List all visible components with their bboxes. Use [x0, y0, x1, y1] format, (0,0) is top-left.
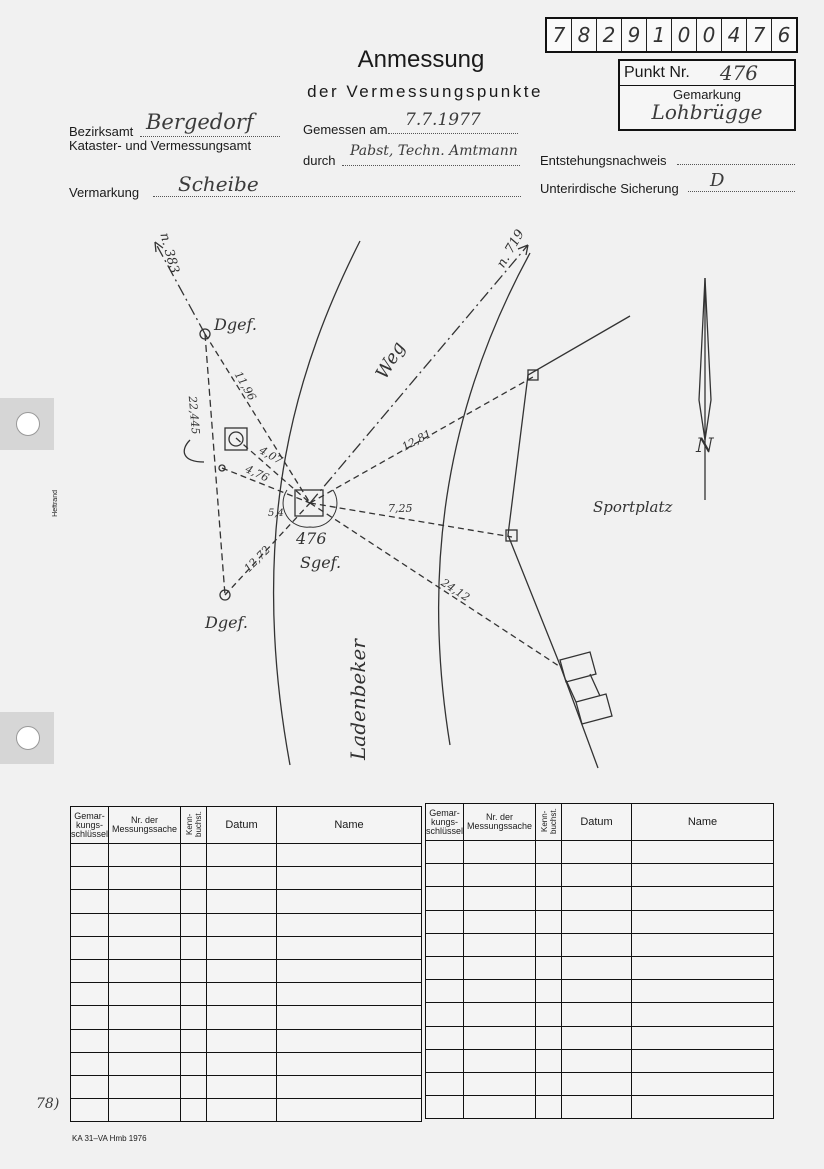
table-cell	[464, 1072, 536, 1095]
table-cell	[71, 1052, 109, 1075]
table-cell	[207, 1099, 277, 1122]
id-digit: 4	[722, 19, 747, 51]
table-cell	[536, 841, 562, 864]
table-cell	[109, 936, 181, 959]
table-row	[426, 1072, 774, 1095]
table-cell	[562, 1072, 632, 1095]
ref-719-text: n. 719	[494, 227, 528, 271]
road-edge-right	[439, 253, 530, 745]
kataster-label: Kataster- und Vermessungsamt	[69, 138, 252, 153]
entstehung-label: Entstehungsnachweis	[540, 153, 667, 168]
id-digit: 1	[647, 19, 672, 51]
table-cell	[632, 1003, 774, 1026]
distance-label: 7,25	[388, 502, 413, 515]
table-cell	[464, 1096, 536, 1119]
table-cell	[71, 890, 109, 913]
table-cell	[464, 910, 536, 933]
table-cell	[562, 841, 632, 864]
table-cell	[207, 1052, 277, 1075]
page-subtitle: der Vermessungspunkte	[307, 82, 543, 101]
table-cell	[632, 1026, 774, 1049]
table-cell	[632, 887, 774, 910]
table-row	[426, 910, 774, 933]
distance-label: 12,81	[399, 427, 434, 454]
table-cell	[109, 1029, 181, 1052]
table-cell	[426, 910, 464, 933]
ref-383-text: n. 383	[156, 231, 182, 276]
table-cell	[277, 983, 422, 1006]
table-cell	[426, 1026, 464, 1049]
table-row	[71, 983, 422, 1006]
table-cell	[277, 936, 422, 959]
table-cell	[71, 1029, 109, 1052]
durch-label: durch	[303, 153, 336, 168]
table-cell	[277, 890, 422, 913]
table-cell	[426, 841, 464, 864]
table-cell	[464, 956, 536, 979]
distance-label: 4,76	[243, 462, 271, 485]
col-gemarkung: Gemar-kungs-schlüssel	[426, 804, 464, 841]
distance-label: 22,445	[185, 395, 203, 435]
table-cell	[426, 980, 464, 1003]
gemessen-value: 7.7.1977	[405, 110, 481, 130]
id-digit: 8	[572, 19, 597, 51]
distance-label: 5,4	[268, 508, 284, 519]
table-row	[71, 890, 422, 913]
table-cell	[536, 887, 562, 910]
table-cell	[464, 1049, 536, 1072]
table-cell	[109, 983, 181, 1006]
table-cell	[464, 864, 536, 887]
table-cell	[181, 1075, 207, 1098]
heftrand-label: Heftrand	[52, 490, 59, 517]
table-cell	[71, 1075, 109, 1098]
page-title: Anmessung	[357, 46, 485, 73]
table-cell	[426, 1072, 464, 1095]
table-cell	[536, 1026, 562, 1049]
col-gemarkung: Gemar-kungs-schlüssel	[71, 807, 109, 844]
table-cell	[426, 1049, 464, 1072]
table-cell	[464, 933, 536, 956]
table-cell	[181, 867, 207, 890]
table-cell	[207, 867, 277, 890]
distance-label: 12,72	[241, 543, 273, 575]
table-cell	[426, 1096, 464, 1119]
table-cell	[207, 1029, 277, 1052]
col-datum: Datum	[562, 804, 632, 841]
table-cell	[181, 983, 207, 1006]
id-digit: 2	[597, 19, 622, 51]
table-cell	[562, 1003, 632, 1026]
table-cell	[277, 913, 422, 936]
table-cell	[562, 933, 632, 956]
table-row	[71, 1075, 422, 1098]
north-label: N	[696, 433, 714, 457]
sportplatz-label: Sportplatz	[593, 498, 673, 516]
table-cell	[562, 1049, 632, 1072]
table-row	[71, 844, 422, 867]
table-row	[426, 933, 774, 956]
table-cell	[207, 890, 277, 913]
table-cell	[536, 980, 562, 1003]
table-cell	[426, 933, 464, 956]
table-cell	[109, 844, 181, 867]
table-cell	[277, 1052, 422, 1075]
id-digit: 0	[672, 19, 697, 51]
gemarkung-value: Lohbrügge	[651, 100, 763, 124]
table-cell	[71, 1006, 109, 1029]
point-type-text: Sgef.	[300, 553, 342, 572]
table-row	[426, 980, 774, 1003]
table-cell	[181, 1029, 207, 1052]
table-cell	[536, 864, 562, 887]
table-row	[71, 1029, 422, 1052]
table-cell	[181, 936, 207, 959]
table-cell	[109, 913, 181, 936]
table-row	[426, 1096, 774, 1119]
table-cell	[277, 1075, 422, 1098]
table-cell	[109, 959, 181, 982]
table-cell	[562, 887, 632, 910]
table-cell	[207, 959, 277, 982]
table-cell	[109, 890, 181, 913]
table-cell	[536, 933, 562, 956]
table-cell	[426, 956, 464, 979]
table-row	[71, 913, 422, 936]
gemessen-label: Gemessen am	[303, 122, 388, 137]
distance-label: 11,96	[231, 369, 259, 403]
table-row	[71, 867, 422, 890]
handwritten-number: 78)	[36, 1096, 60, 1112]
table-cell	[71, 913, 109, 936]
col-name: Name	[277, 807, 422, 844]
table-cell	[536, 956, 562, 979]
distance-label: 4,07	[256, 443, 285, 468]
vermarkung-label: Vermarkung	[69, 185, 140, 200]
table-row	[71, 959, 422, 982]
id-digit: 7	[747, 19, 772, 51]
table-cell	[632, 910, 774, 933]
table-cell	[536, 1096, 562, 1119]
table-cell	[464, 980, 536, 1003]
table-cell	[71, 959, 109, 982]
table-cell	[632, 980, 774, 1003]
table-row	[426, 1026, 774, 1049]
table-cell	[181, 844, 207, 867]
id-digit: 7	[547, 19, 572, 51]
col-name: Name	[632, 804, 774, 841]
table-cell	[277, 1006, 422, 1029]
table-cell	[109, 1006, 181, 1029]
id-digit: 0	[697, 19, 722, 51]
table-cell	[71, 936, 109, 959]
sicherung-value: D	[710, 170, 725, 191]
mast-marker	[225, 428, 247, 450]
table-row	[426, 1003, 774, 1026]
distance-label: 24,12	[438, 576, 473, 605]
table-cell	[464, 1026, 536, 1049]
table-cell	[71, 867, 109, 890]
table-cell	[536, 1003, 562, 1026]
table-row	[426, 864, 774, 887]
table-cell	[426, 864, 464, 887]
table-cell	[181, 1052, 207, 1075]
col-kennbuchst: Kenn-buchst.	[539, 808, 558, 834]
bezirksamt-value: Bergedorf	[146, 110, 254, 134]
table-cell	[207, 913, 277, 936]
table-cell	[181, 959, 207, 982]
table-cell	[71, 1099, 109, 1122]
punkt-value: 476	[719, 61, 758, 85]
table-cell	[632, 1096, 774, 1119]
bezirksamt-label: Bezirksamt	[69, 124, 134, 139]
table-cell	[632, 1049, 774, 1072]
table-row	[426, 887, 774, 910]
table-row	[71, 936, 422, 959]
street-label: Ladenbeker	[346, 639, 370, 760]
weg-label: Weg	[371, 338, 410, 383]
vermarkung-value: Scheibe	[178, 172, 259, 196]
table-cell	[562, 910, 632, 933]
form-footer: KA 31–VA Hmb 1976	[72, 1134, 147, 1143]
table-cell	[109, 1075, 181, 1098]
id-digit: 9	[622, 19, 647, 51]
durch-value: Pabst, Techn. Amtmann	[350, 143, 518, 159]
table-cell	[71, 983, 109, 1006]
table-cell	[109, 1052, 181, 1075]
gemarkung-label: Gemarkung	[673, 87, 741, 102]
sportplatz-boundary	[508, 316, 630, 768]
table-cell	[277, 1099, 422, 1122]
table-cell	[632, 933, 774, 956]
table-cell	[181, 890, 207, 913]
table-row	[426, 841, 774, 864]
table-row	[71, 1099, 422, 1122]
punkt-label: Punkt Nr.	[624, 64, 690, 81]
table-cell	[632, 864, 774, 887]
table-cell	[277, 959, 422, 982]
table-cell	[207, 1006, 277, 1029]
table-cell	[277, 1029, 422, 1052]
table-cell	[426, 1003, 464, 1026]
point-number-text: 476	[296, 529, 327, 548]
table-cell	[207, 1075, 277, 1098]
table-cell	[632, 841, 774, 864]
table-row	[426, 1049, 774, 1072]
col-messungssache: Nr. der Messungssache	[464, 804, 536, 841]
id-digit: 6	[777, 23, 791, 47]
table-cell	[207, 936, 277, 959]
table-cell	[536, 1049, 562, 1072]
table-row	[426, 956, 774, 979]
table-cell	[71, 844, 109, 867]
table-cell	[562, 980, 632, 1003]
col-kennbuchst: Kenn-buchst.	[184, 811, 203, 837]
table-cell	[207, 844, 277, 867]
table-cell	[632, 956, 774, 979]
table-cell	[181, 1006, 207, 1029]
table-cell	[562, 956, 632, 979]
dgef-bottom-text: Dgef.	[205, 613, 248, 632]
table-row	[71, 1006, 422, 1029]
col-messungssache: Nr. der Messungssache	[109, 807, 181, 844]
table-cell	[562, 1096, 632, 1119]
table-cell	[277, 844, 422, 867]
table-cell	[464, 841, 536, 864]
table-cell	[562, 864, 632, 887]
table-cell	[207, 983, 277, 1006]
dgef-top-text: Dgef.	[214, 315, 257, 334]
table-cell	[277, 867, 422, 890]
table-cell	[181, 1099, 207, 1122]
table-cell	[562, 1026, 632, 1049]
table-cell	[109, 867, 181, 890]
table-cell	[426, 887, 464, 910]
sicherung-label: Unterirdische Sicherung	[540, 181, 679, 196]
register-table-left	[70, 806, 422, 1122]
table-row	[71, 1052, 422, 1075]
table-cell	[536, 1072, 562, 1095]
register-table-right	[425, 803, 774, 1119]
table-cell	[109, 1099, 181, 1122]
table-cell	[464, 1003, 536, 1026]
table-cell	[181, 913, 207, 936]
table-cell	[464, 887, 536, 910]
col-datum: Datum	[207, 807, 277, 844]
table-cell	[632, 1072, 774, 1095]
table-cell	[536, 910, 562, 933]
